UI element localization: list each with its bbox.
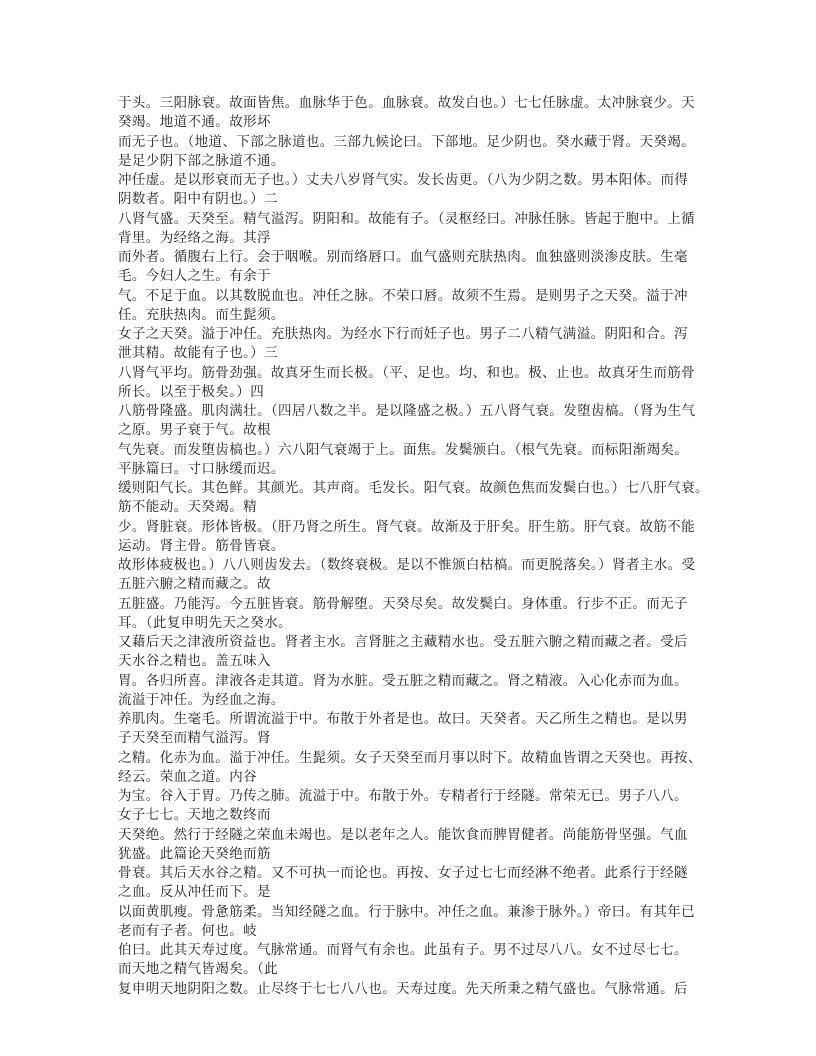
- document-page: [118, 94, 718, 999]
- text-line: 平脉篇曰。寸口脉缓而迟。: [118, 460, 285, 477]
- text-line: 筋不能动。天癸竭。精: [118, 499, 257, 516]
- text-line: 故形体疲极也。）八八则齿发去。（数终衰极。是以不惟颁白枯槁。而更脱落矣。）肾者主水。受: [118, 557, 696, 573]
- text-line: 缓则阳气长。其色鲜。其颜光。其声商。毛发长。阳气衰。故颜色焦而发鬓白也。）七八肝气衰。: [118, 480, 709, 496]
- text-line: 天癸绝。然行于经隧之荣血未竭也。是以老年之人。能饮食而脾胃健者。尚能筋骨坚强。气血: [118, 826, 688, 843]
- text-line: 气先衰。而发堕齿槁也。）六八阳气衰竭于上。面焦。发鬓颁白。（根气先衰。而标阳渐竭矣。: [118, 441, 689, 458]
- text-line: 为宝。谷入于胃。乃传之肺。流溢于中。布散于外。专精者行于经隧。常荣无已。男子八八。: [118, 788, 688, 804]
- text-line: 女子之天癸。溢于冲任。充肤热肉。为经水下行而妊子也。男子二八精气满溢。阴阳和合。泻: [118, 326, 688, 342]
- text-line: 之血。反从冲任而下。是: [118, 884, 271, 901]
- text-line: 流溢于冲任。为经血之海。: [118, 691, 285, 708]
- text-line: 毛。今妇人之生。有余于: [118, 268, 271, 285]
- text-line: 于头。三阳脉衰。故面皆焦。血脉华于色。血脉衰。故发白也。）七七任脉虚。太冲脉衰少。天: [118, 95, 696, 111]
- text-line: 任。充肤热肉。而生髭须。: [118, 306, 285, 323]
- text-line: 五脏盛。乃能泻。今五脏皆衰。筋骨解堕。天癸尽矣。故发鬓白。身体重。行步不正。而无子: [118, 595, 688, 612]
- text-line: 少。肾脏衰。形体皆极。（肝乃肾之所生。肾气衰。故渐及于肝矣。肝生筋。肝气衰。故筋不能: [118, 518, 696, 535]
- text-line: 阴数者。阳中有阴也。）二: [118, 191, 279, 208]
- text-line: 而天地之精气皆竭矣。（此: [118, 961, 279, 978]
- text-line: 五脏六腑之精而藏之。故: [118, 576, 271, 593]
- text-line: 冲任虚。是以形衰而无子也。）丈夫八岁肾气实。发长齿更。（八为少阴之数。男本阳体。而得: [118, 172, 689, 188]
- text-line: 所长。以至于极矣。）四: [118, 383, 265, 400]
- text-line: 复申明天地阴阳之数。止尽终于七七八八也。天寿过度。先天所秉之精气盛也。气脉常通。后: [118, 980, 688, 997]
- text-line: 八肾气平均。筋骨劲强。故真牙生而长极。（平、足也。均、和也。极、止也。故真牙生而筋骨: [118, 364, 696, 381]
- text-line: 胃。各归所喜。津液各走其道。肾为水脏。受五脏之精而藏之。肾之精液。入心化赤而为血。: [118, 672, 688, 689]
- text-line: 耳。（此复申明先天之癸水。: [118, 614, 292, 631]
- text-line: 经云。荣血之道。内谷: [118, 768, 257, 785]
- text-line: 伯曰。此其天寿过度。气脉常通。而肾气有余也。此虽有子。男不过尽八八。女不过尽七七。: [118, 942, 688, 958]
- text-line: 天水谷之精也。盖五味入: [118, 653, 271, 670]
- text-line: 泄其精。故能有子也。）三: [118, 345, 279, 362]
- text-line: 女子七七。天地之数终而: [118, 807, 271, 824]
- text-line: 之精。化赤为血。溢于冲任。生髭须。女子天癸至而月事以时下。故精血皆谓之天癸也。再按、: [118, 749, 702, 766]
- text-line: 而外者。循腹右上行。会于咽喉。别而络唇口。血气盛则充肤热肉。血独盛则淡渗皮肤。生毫: [118, 249, 688, 265]
- text-line: 八筋骨隆盛。肌肉满壮。（四居八数之半。是以隆盛之极。）五八肾气衰。发堕齿槁。（肾为生气: [118, 403, 696, 419]
- text-line: 气。不足于血。以其数脱血也。冲任之脉。不荣口唇。故须不生焉。是则男子之天癸。溢于冲: [118, 287, 688, 304]
- text-line: 背里。为经络之海。其浮: [118, 229, 271, 246]
- text-line: 运动。肾主骨。筋骨皆衰。: [118, 537, 285, 554]
- text-line: 是足少阴下部之脉道不通。: [118, 152, 285, 169]
- text-line: 以面黄肌瘦。骨惫筋柔。当知经隧之血。行于脉中。冲任之血。兼渗于脉外。）帝曰。有其年已: [118, 903, 696, 920]
- text-line: 骨衰。其后天水谷之精。又不可执一而论也。再按、女子过七七而经淋不绝者。此系行于经隧: [118, 865, 688, 881]
- text-line: 养肌肉。生毫毛。所谓流溢于中。布散于外者是也。故曰。天癸者。天乙所生之精也。是以男: [118, 711, 688, 727]
- text-line: 子天癸至而精气溢泻。肾: [118, 730, 271, 747]
- text-line: 犹盛。此篇论天癸绝而筋: [118, 845, 271, 862]
- text-line: 而无子也。（地道、下部之脉道也。三部九候论曰。下部地。足少阴也。癸水藏于肾。天癸竭。: [118, 133, 696, 150]
- text-line: 之原。男子衰于气。故根: [118, 422, 271, 439]
- text-line: 又藉后天之津液所资益也。肾者主水。言肾脏之主藏精水也。受五脏六腑之精而藏之者。受后: [118, 634, 688, 650]
- text-line: 老而有子者。何也。岐: [118, 922, 257, 939]
- text-line: 八肾气盛。天癸至。精气溢泻。阴阳和。故能有子。（灵枢经曰。冲脉任脉。皆起于胞中。上循: [118, 210, 696, 227]
- text-line: 癸竭。地道不通。故形坏: [118, 114, 271, 131]
